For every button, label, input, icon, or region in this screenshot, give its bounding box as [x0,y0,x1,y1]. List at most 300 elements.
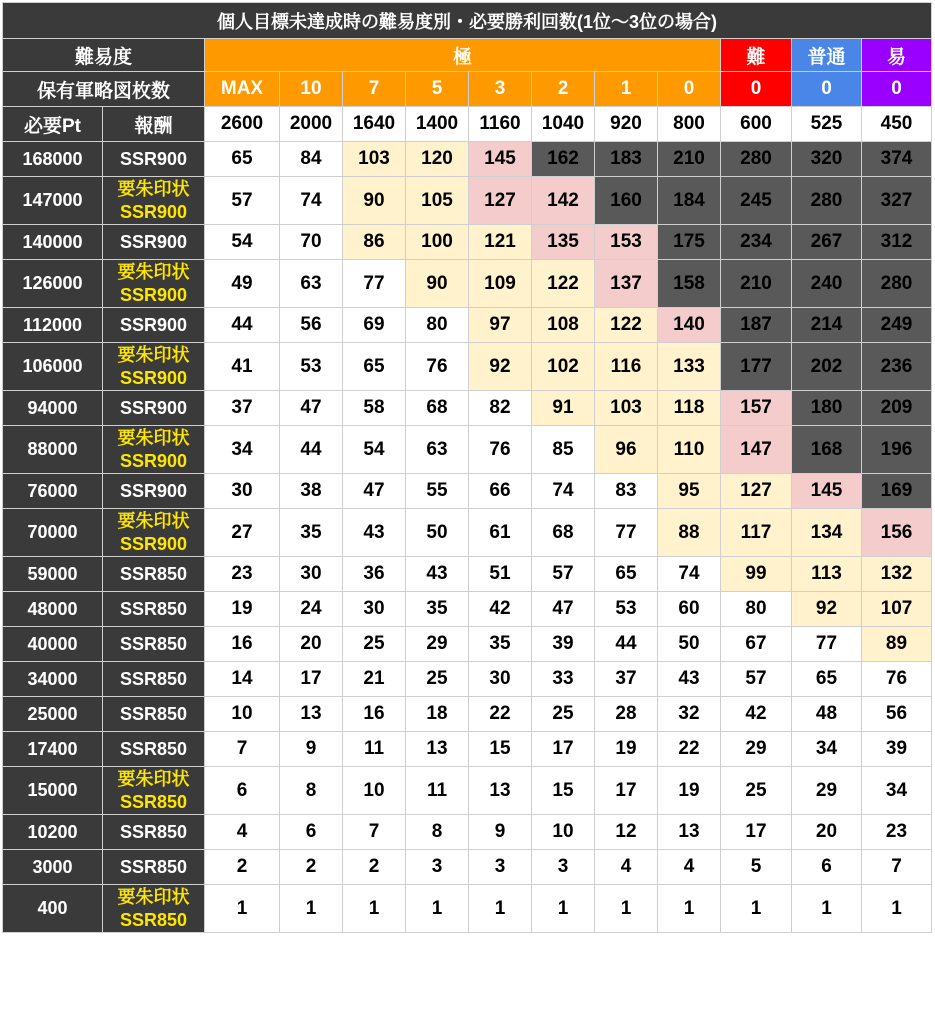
win-count-cell: 65 [343,343,406,391]
win-count-cell: 33 [532,662,595,697]
win-count-cell: 84 [280,142,343,177]
win-count-cell: 15 [469,732,532,767]
required-pt-cell: 400 [3,885,103,933]
win-count-cell: 184 [658,177,721,225]
win-count-cell: 82 [469,391,532,426]
win-count-cell: 91 [532,391,595,426]
reward-cell [103,308,205,343]
win-count-cell: 57 [532,557,595,592]
reward-line: SSR850 [119,791,188,812]
points-per-win-cell: 1640 [343,107,406,142]
win-count-cell: 3 [469,850,532,885]
reward-line: SSR900 [119,231,188,252]
win-count-cell: 168 [792,426,862,474]
reward-cell [103,260,205,308]
required-pt-cell: 147000 [3,177,103,225]
win-count-cell: 25 [343,627,406,662]
win-count-cell: 30 [280,557,343,592]
win-count-cell: 23 [862,815,932,850]
points-per-win-cell: 600 [721,107,792,142]
win-count-cell: 43 [658,662,721,697]
table-title: 個人目標未達成時の難易度別・必要勝利回数(1位～3位の場合) [3,3,932,39]
win-count-cell: 76 [862,662,932,697]
reward-cell [103,509,205,557]
win-count-cell: 56 [280,308,343,343]
win-count-cell: 156 [862,509,932,557]
reward-cell [103,426,205,474]
win-count-cell: 145 [469,142,532,177]
win-count-cell: 2 [280,850,343,885]
win-count-cell: 70 [280,225,343,260]
win-count-cell: 97 [469,308,532,343]
win-count-cell: 38 [280,474,343,509]
win-count-cell: 29 [792,767,862,815]
win-count-cell: 137 [595,260,658,308]
reward-cell [103,592,205,627]
win-count-cell: 121 [469,225,532,260]
difficulty-kyoku: 極 [205,39,721,72]
win-count-cell: 10 [532,815,595,850]
win-count-cell: 1 [721,885,792,933]
win-count-cell: 1 [469,885,532,933]
table-row [3,142,932,177]
reward-line: SSR850 [119,738,188,759]
win-count-cell: 267 [792,225,862,260]
win-count-cell: 5 [721,850,792,885]
win-count-cell: 234 [721,225,792,260]
win-count-cell: 63 [406,426,469,474]
win-count-cell: 4 [658,850,721,885]
win-count-cell: 76 [469,426,532,474]
win-count-cell: 15 [532,767,595,815]
win-count-cell: 77 [792,627,862,662]
required-pt-cell: 140000 [3,225,103,260]
win-count-cell: 127 [469,177,532,225]
reward-line: SSR850 [119,633,188,654]
win-count-cell: 236 [862,343,932,391]
points-per-win-cell: 920 [595,107,658,142]
win-count-cell: 209 [862,391,932,426]
win-count-table [2,2,932,933]
win-count-cell: 68 [406,391,469,426]
map-count-cell: 0 [658,72,721,107]
win-count-cell: 44 [280,426,343,474]
table-row [3,732,932,767]
win-count-cell: 2 [205,850,280,885]
win-count-cell: 29 [721,732,792,767]
win-count-cell: 1 [792,885,862,933]
win-count-cell: 28 [595,697,658,732]
reward-line: SSR900 [119,284,188,305]
points-per-win-cell: 450 [862,107,932,142]
win-count-cell: 120 [406,142,469,177]
required-pt-cell: 76000 [3,474,103,509]
win-count-cell: 30 [469,662,532,697]
map-count-cell: 7 [343,72,406,107]
win-count-cell: 245 [721,177,792,225]
required-pt-cell: 126000 [3,260,103,308]
win-count-cell: 12 [595,815,658,850]
win-count-cell: 16 [343,697,406,732]
win-count-cell: 18 [406,697,469,732]
required-pt-cell: 40000 [3,627,103,662]
win-count-cell: 69 [343,308,406,343]
win-count-cell: 77 [343,260,406,308]
win-count-cell: 47 [532,592,595,627]
win-count-cell: 51 [469,557,532,592]
reward-line: 要朱印状 [117,768,190,789]
win-count-cell: 1 [343,885,406,933]
win-count-cell: 36 [343,557,406,592]
win-count-cell: 17 [532,732,595,767]
win-count-cell: 7 [862,850,932,885]
win-count-cell: 132 [862,557,932,592]
win-count-cell: 21 [343,662,406,697]
win-count-cell: 42 [721,697,792,732]
win-count-cell: 11 [343,732,406,767]
win-count-cell: 8 [280,767,343,815]
reward-cell [103,557,205,592]
win-count-cell: 127 [721,474,792,509]
reward-line: SSR900 [119,480,188,501]
win-count-cell: 19 [595,732,658,767]
map-count-cell: 5 [406,72,469,107]
required-pt-cell: 106000 [3,343,103,391]
reward-cell [103,474,205,509]
table-row [3,767,932,815]
table-row [3,557,932,592]
reward-line: SSR900 [119,201,188,222]
map-count-cell: MAX [205,72,280,107]
reward-cell [103,732,205,767]
win-count-cell: 1 [205,885,280,933]
win-count-cell: 122 [595,308,658,343]
win-count-cell: 74 [658,557,721,592]
win-count-cell: 9 [280,732,343,767]
win-count-cell: 1 [595,885,658,933]
win-count-cell: 280 [862,260,932,308]
win-count-cell: 44 [595,627,658,662]
win-count-cell: 140 [658,308,721,343]
win-count-cell: 83 [595,474,658,509]
win-count-cell: 76 [406,343,469,391]
required-pt-cell: 34000 [3,662,103,697]
win-count-cell: 102 [532,343,595,391]
win-count-cell: 13 [469,767,532,815]
win-count-cell: 39 [862,732,932,767]
win-count-cell: 67 [721,627,792,662]
required-pt-cell: 25000 [3,697,103,732]
win-count-cell: 20 [280,627,343,662]
win-count-cell: 6 [205,767,280,815]
win-count-cell: 117 [721,509,792,557]
table-row [3,343,932,391]
win-count-cell: 53 [280,343,343,391]
win-count-cell: 17 [280,662,343,697]
map-count-cell: 10 [280,72,343,107]
win-count-cell: 100 [406,225,469,260]
win-count-cell: 37 [205,391,280,426]
win-count-cell: 1 [532,885,595,933]
win-count-cell: 60 [658,592,721,627]
reward-line: SSR900 [119,450,188,471]
win-count-cell: 374 [862,142,932,177]
win-count-cell: 1 [280,885,343,933]
reward-cell [103,343,205,391]
required-pt-cell: 70000 [3,509,103,557]
win-count-cell: 103 [343,142,406,177]
win-count-cell: 29 [406,627,469,662]
table-row [3,177,932,225]
win-count-cell: 14 [205,662,280,697]
win-count-cell: 39 [532,627,595,662]
points-per-win-cell: 800 [658,107,721,142]
win-count-cell: 96 [595,426,658,474]
win-count-cell: 30 [205,474,280,509]
reward-cell [103,627,205,662]
win-count-cell: 30 [343,592,406,627]
win-count-cell: 95 [658,474,721,509]
win-count-cell: 42 [469,592,532,627]
win-count-cell: 145 [792,474,862,509]
win-count-cell: 44 [205,308,280,343]
reward-line: 要朱印状 [117,261,190,282]
win-count-cell: 13 [406,732,469,767]
win-count-cell: 89 [862,627,932,662]
table-row [3,592,932,627]
win-count-cell: 320 [792,142,862,177]
win-count-cell: 23 [205,557,280,592]
reward-line: SSR850 [119,703,188,724]
reward-cell [103,142,205,177]
win-count-cell: 160 [595,177,658,225]
win-count-cell: 77 [595,509,658,557]
win-count-cell: 66 [469,474,532,509]
win-count-cell: 134 [792,509,862,557]
win-count-cell: 20 [792,815,862,850]
win-count-cell: 17 [721,815,792,850]
reward-line: SSR850 [119,598,188,619]
win-count-cell: 180 [792,391,862,426]
required-pt-label: 必要Pt [3,107,103,142]
win-count-cell: 37 [595,662,658,697]
reward-cell [103,225,205,260]
win-count-cell: 80 [721,592,792,627]
win-count-cell: 27 [205,509,280,557]
maps-owned-label: 保有軍略図枚数 [3,72,205,107]
win-count-cell: 187 [721,308,792,343]
win-count-cell: 74 [532,474,595,509]
win-count-cell: 240 [792,260,862,308]
win-count-cell: 113 [792,557,862,592]
required-pt-cell: 94000 [3,391,103,426]
difficulty-i: 易 [862,39,932,72]
table-row [3,697,932,732]
win-count-cell: 157 [721,391,792,426]
reward-line: SSR850 [119,856,188,877]
required-pt-cell: 88000 [3,426,103,474]
required-pt-cell: 17400 [3,732,103,767]
map-count-cell: 2 [532,72,595,107]
win-count-cell: 54 [343,426,406,474]
win-count-cell: 249 [862,308,932,343]
win-count-cell: 47 [280,391,343,426]
map-count-cell: 0 [721,72,792,107]
table-row [3,850,932,885]
points-per-win-cell: 1400 [406,107,469,142]
win-count-cell: 214 [792,308,862,343]
win-count-cell: 13 [658,815,721,850]
win-count-cell: 34 [205,426,280,474]
win-count-cell: 175 [658,225,721,260]
win-count-cell: 58 [343,391,406,426]
reward-line: 要朱印状 [117,344,190,365]
win-count-cell: 92 [792,592,862,627]
win-count-cell: 103 [595,391,658,426]
reward-cell [103,662,205,697]
map-count-cell: 3 [469,72,532,107]
win-count-cell: 13 [280,697,343,732]
win-count-cell: 1 [862,885,932,933]
table-row [3,426,932,474]
win-count-cell: 68 [532,509,595,557]
win-count-cell: 327 [862,177,932,225]
reward-cell [103,850,205,885]
win-count-cell: 65 [595,557,658,592]
win-count-cell: 99 [721,557,792,592]
win-count-cell: 108 [532,308,595,343]
win-count-cell: 25 [532,697,595,732]
reward-line: 要朱印状 [117,886,190,907]
reward-cell [103,815,205,850]
win-count-cell: 105 [406,177,469,225]
difficulty-nan: 難 [721,39,792,72]
map-count-cell: 0 [792,72,862,107]
win-count-cell: 55 [406,474,469,509]
reward-line: SSR900 [119,367,188,388]
win-count-cell: 280 [721,142,792,177]
win-count-cell: 6 [792,850,862,885]
reward-cell [103,391,205,426]
map-count-cell: 0 [862,72,932,107]
win-count-cell: 49 [205,260,280,308]
win-count-cell: 2 [343,850,406,885]
table-row [3,260,932,308]
win-count-cell: 169 [862,474,932,509]
reward-label: 報酬 [103,107,205,142]
win-count-cell: 16 [205,627,280,662]
table-row [3,627,932,662]
reward-line: 要朱印状 [117,178,190,199]
win-count-cell: 118 [658,391,721,426]
win-count-cell: 86 [343,225,406,260]
win-count-cell: 312 [862,225,932,260]
win-count-cell: 63 [280,260,343,308]
reward-cell [103,767,205,815]
win-count-cell: 22 [658,732,721,767]
win-count-cell: 34 [792,732,862,767]
win-count-cell: 7 [343,815,406,850]
win-count-cell: 74 [280,177,343,225]
win-count-cell: 53 [595,592,658,627]
win-count-cell: 177 [721,343,792,391]
win-count-cell: 47 [343,474,406,509]
win-count-cell: 280 [792,177,862,225]
win-count-cell: 43 [406,557,469,592]
table-row [3,662,932,697]
win-count-cell: 4 [205,815,280,850]
points-per-win-cell: 2000 [280,107,343,142]
win-count-cell: 90 [406,260,469,308]
win-count-cell: 110 [658,426,721,474]
required-pt-cell: 10200 [3,815,103,850]
win-count-cell: 34 [862,767,932,815]
win-count-cell: 4 [595,850,658,885]
table-row [3,815,932,850]
win-count-cell: 32 [658,697,721,732]
win-count-cell: 202 [792,343,862,391]
win-count-cell: 3 [406,850,469,885]
win-count-cell: 50 [406,509,469,557]
reward-line: SSR900 [119,397,188,418]
win-count-cell: 80 [406,308,469,343]
required-pt-cell: 48000 [3,592,103,627]
table-row [3,391,932,426]
required-pt-cell: 15000 [3,767,103,815]
win-count-cell: 56 [862,697,932,732]
reward-cell [103,697,205,732]
win-count-cell: 35 [469,627,532,662]
win-count-cell: 6 [280,815,343,850]
win-count-cell: 48 [792,697,862,732]
win-count-cell: 153 [595,225,658,260]
table-row [3,225,932,260]
table-row [3,474,932,509]
reward-line: SSR850 [119,563,188,584]
win-count-cell: 210 [721,260,792,308]
required-pt-cell: 3000 [3,850,103,885]
win-count-cell: 25 [406,662,469,697]
reward-line: 要朱印状 [117,510,190,531]
win-count-cell: 88 [658,509,721,557]
table-row [3,509,932,557]
win-count-cell: 41 [205,343,280,391]
win-count-cell: 7 [205,732,280,767]
points-per-win-cell: 2600 [205,107,280,142]
win-count-cell: 24 [280,592,343,627]
difficulty-label: 難易度 [3,39,205,72]
win-count-cell: 35 [406,592,469,627]
win-count-cell: 19 [205,592,280,627]
win-count-cell: 35 [280,509,343,557]
points-per-win-cell: 1160 [469,107,532,142]
win-count-cell: 65 [792,662,862,697]
win-count-cell: 43 [343,509,406,557]
reward-line: SSR900 [119,148,188,169]
map-count-cell: 1 [595,72,658,107]
reward-line: 要朱印状 [117,427,190,448]
reward-cell [103,885,205,933]
win-count-cell: 8 [406,815,469,850]
win-count-cell: 147 [721,426,792,474]
required-pt-cell: 59000 [3,557,103,592]
win-count-cell: 135 [532,225,595,260]
win-count-cell: 17 [595,767,658,815]
reward-line: SSR900 [119,533,188,554]
win-count-cell: 196 [862,426,932,474]
reward-line: SSR850 [119,821,188,842]
table-row [3,885,932,933]
